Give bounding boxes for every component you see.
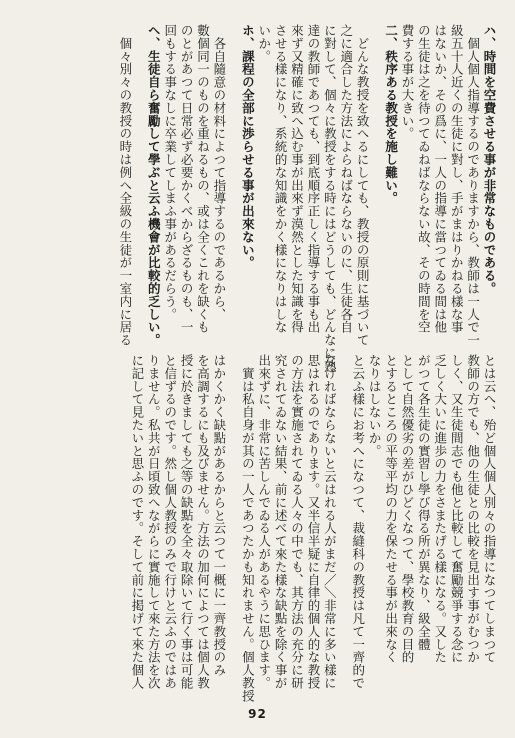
text-line: どんな教授を致へるにしても、教授の原則に基づいて	[355, 24, 371, 347]
text-line: 實は私自身が其の一人であつたかも知れません。個人教授	[240, 354, 256, 703]
text-line: はかくかく缺點があるからと云つて一概に一齊教授のみ	[211, 354, 227, 677]
text-line: 達の教師であつても、到底順序正しく指導する事も出	[305, 24, 321, 334]
text-line: とするところの平等平均の力を保たせる事が出來なく	[383, 354, 399, 664]
text-line: しく、又生徒間志でも他と比較して奮勵競爭する念に	[449, 354, 465, 664]
text-line: 級五十人近くの生徒に對し、手がまはりかねる樣な事	[449, 24, 465, 334]
page-number: 92	[248, 707, 267, 721]
text-line: と云ふ樣にお考へになつて、裁縫科の教授は凡て一齊的で	[350, 354, 366, 690]
text-line: 出來ずに、非常に苦しんでゐる人があるやうに思ひます。	[256, 354, 272, 690]
text-line: 個々別々の教授の時は例へ全級の生徒が一室内に居る	[117, 24, 133, 347]
text-line: と信ずるのです。然し個人教授のみで行けと云ふのではあ	[162, 354, 178, 690]
text-line: 各自隨意の材料によつて指導するのであるから、	[211, 24, 227, 321]
text-line: 授に於きましても之等の缺點を全々取除いて行く事は可能	[179, 354, 195, 690]
text-line: 究されてゐない結果、前に述べて來た樣な缺點を除く事が	[273, 354, 289, 690]
text-line: 乏しく大いに進歩の力をさまたげる樣になる。又した	[432, 354, 448, 664]
text-line: を高調するにも及びません。方法の加何によつては個人教	[195, 354, 211, 690]
text-line: はないか、その爲に、一人の指導に當つてゐる間は他	[432, 24, 448, 334]
text-line: なければならないと云はれる人がまだ／＼非常に多い樣に	[322, 354, 338, 690]
text-line: りません。私共が日頃致へながらに實施して來た方法を次	[146, 354, 162, 690]
text-line: させる樣になり、系統的な知識をかく樣になりはしな	[273, 24, 289, 334]
text-line: ホ、課程の全部に渉らせる事が出來ない。	[240, 24, 256, 270]
text-line: 思はれるのであります。又半信半疑に自律的個人的な教授	[305, 354, 321, 690]
text-line: ヘ、生徒自ら奮勵して學ぶと云ふ機會が比較的乏しい。	[146, 24, 162, 347]
text-line: 個人個人指導するのでありますから、教師は一人で一	[465, 24, 481, 347]
text-line: に記して見たいと思ふのです。そして前に掲げて來た個人	[129, 354, 145, 690]
text-line: がつて各生徒の實習し學び得る所が異なり、級全體	[416, 354, 432, 651]
text-line: 回もする事なしに卒業してしまふ事があるだらう。	[162, 24, 178, 321]
text-line: の生徒は之を待つてゐねばならない故、その時間を空	[416, 24, 432, 334]
text-line: 數個同一のものを重ねるもの、或は全くこれを缺くも	[195, 24, 211, 334]
text-line: いか。	[256, 24, 272, 63]
text-line: 之に適合した方法によらねばならないのに、生徒各自	[338, 24, 354, 334]
lower-text-block	[128, 354, 497, 703]
text-line: として自然優劣の差がひどくなつて、學校教育の目的	[399, 354, 415, 664]
text-line: ハ、時間を空費させる事が非常なものである。	[482, 24, 497, 295]
text-line: 費する事が大きい。	[399, 24, 415, 141]
text-line: に對して、個々に教授をする時にはどうしても、どんなに熟	[322, 24, 338, 373]
text-line: 來ず又精確に致へ込む事が出來ず漠然とした知識を得	[289, 24, 305, 334]
text-line: なりはしないか。	[367, 354, 383, 458]
text-line: のとがあつて日常必ず必要かくべからざるものも、一	[179, 24, 195, 334]
text-line: 教師の方でも、他の生徒との比較を見出す事がむつか	[465, 354, 481, 664]
upper-text-block	[116, 24, 497, 373]
text-line: 二、秩序ある教授を施し難い。	[383, 24, 399, 205]
text-line: の方法を實施されてゐる人々の中でも、其方法の充分に研	[289, 354, 305, 690]
text-line: とは云へ、殆ど個人個人別々の指導になつてしまつて	[482, 354, 497, 664]
